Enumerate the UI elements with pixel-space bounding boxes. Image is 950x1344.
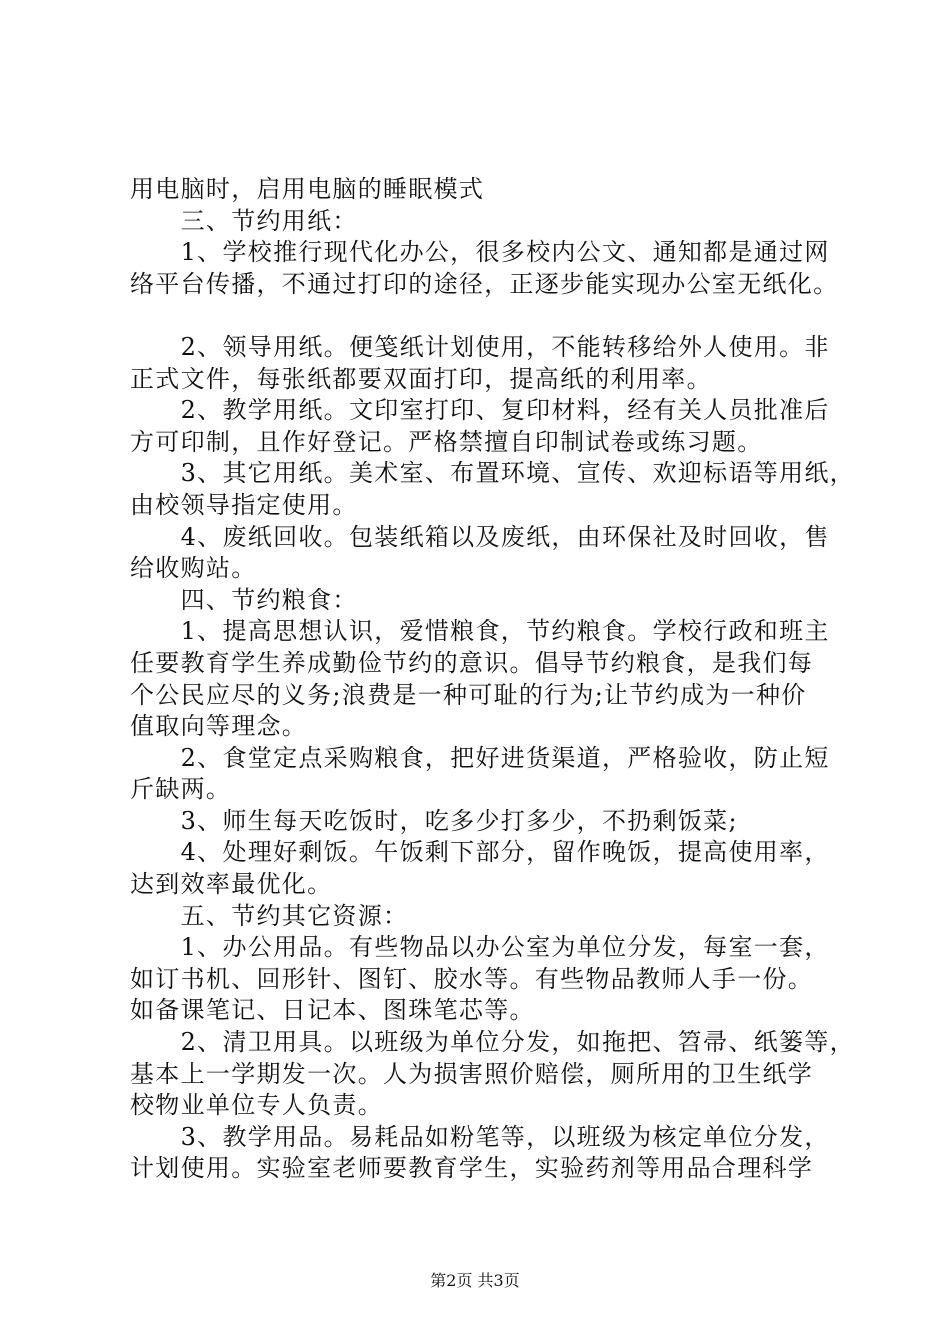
text-line: 正式文件，每张纸都要双面打印，提高纸的利用率。	[130, 364, 712, 393]
text-line: 用电脑时，启用电脑的睡眠模式	[130, 175, 485, 203]
text-line: 3、教学用品。易耗品如粉笔等，以班级为核定单位分发，	[130, 1122, 830, 1151]
blank-line	[130, 300, 854, 332]
text-line: 2、食堂定点采购粮食，把好进货渠道，严格验收，防止短	[130, 743, 830, 772]
text-line: 1、提高思想认识，爱惜粮食，节约粮食。学校行政和班主	[130, 617, 830, 646]
text-line: 4、处理好剩饭。午饭剩下部分，留作晚饭，提高使用率，	[130, 838, 830, 867]
page-number-footer: 第2页 共3页	[430, 1271, 520, 1290]
text-line: 络平台传播，不通过打印的途径，正逐步能实现办公室无纸化。	[130, 269, 839, 298]
section-heading-paper: 三、节约用纸：	[130, 206, 358, 235]
text-line: 给收购站。	[130, 554, 257, 583]
text-line: 达到效率最优化。	[130, 870, 333, 899]
text-line: 校物业单位专人负责。	[130, 1091, 383, 1120]
text-line: 斤缺两。	[130, 775, 232, 804]
section-heading-food: 四、节约粮食：	[130, 585, 358, 614]
text-line: 3、师生每天吃饭时，吃多少打多少，不扔剩饭菜;	[130, 806, 738, 835]
text-line: 任要教育学生养成勤俭节约的意识。倡导节约粮食，是我们每	[130, 648, 814, 677]
text-line: 1、办公用品。有些物品以办公室为单位分发，每室一套，	[130, 933, 830, 962]
text-line: 基本上一学期发一次。人为损害照价赔偿，厕所用的卫生纸学	[130, 1059, 814, 1088]
text-line: 2、教学用纸。文印室打印、复印材料，经有关人员批准后	[130, 396, 830, 425]
text-line: 2、清卫用具。以班级为单位分发，如拖把、笤帚、纸篓等，	[130, 1028, 855, 1057]
text-line: 4、废纸回收。包装纸箱以及废纸，由环保社及时回收，售	[130, 522, 830, 551]
text-line: 个公民应尽的义务;浪费是一种可耻的行为;让节约成为一种价	[130, 680, 807, 709]
text-line: 如备课笔记、日记本、图珠笔芯等。	[130, 996, 535, 1025]
text-line: 计划使用。实验室老师要教育学生，实验药剂等用品合理科学	[130, 1154, 814, 1183]
text-line: 值取向等理念。	[130, 712, 308, 741]
text-line: 2、领导用纸。便笺纸计划使用，不能转移给外人使用。非	[130, 332, 830, 361]
section-heading-other: 五、节约其它资源：	[130, 901, 409, 930]
text-line: 如订书机、回形针、图钉、胶水等。有些物品教师人手一份。	[130, 964, 814, 993]
document-body	[130, 174, 854, 1185]
text-line: 1、学校推行现代化办公，很多校内公文、通知都是通过网	[130, 238, 830, 267]
text-line: 由校领导指定使用。	[130, 490, 358, 519]
text-line: 方可印制，且作好登记。严格禁擅自印制试卷或练习题。	[130, 427, 763, 456]
text-line: 3、其它用纸。美术室、布置环境、宣传、欢迎标语等用纸，	[130, 459, 855, 488]
